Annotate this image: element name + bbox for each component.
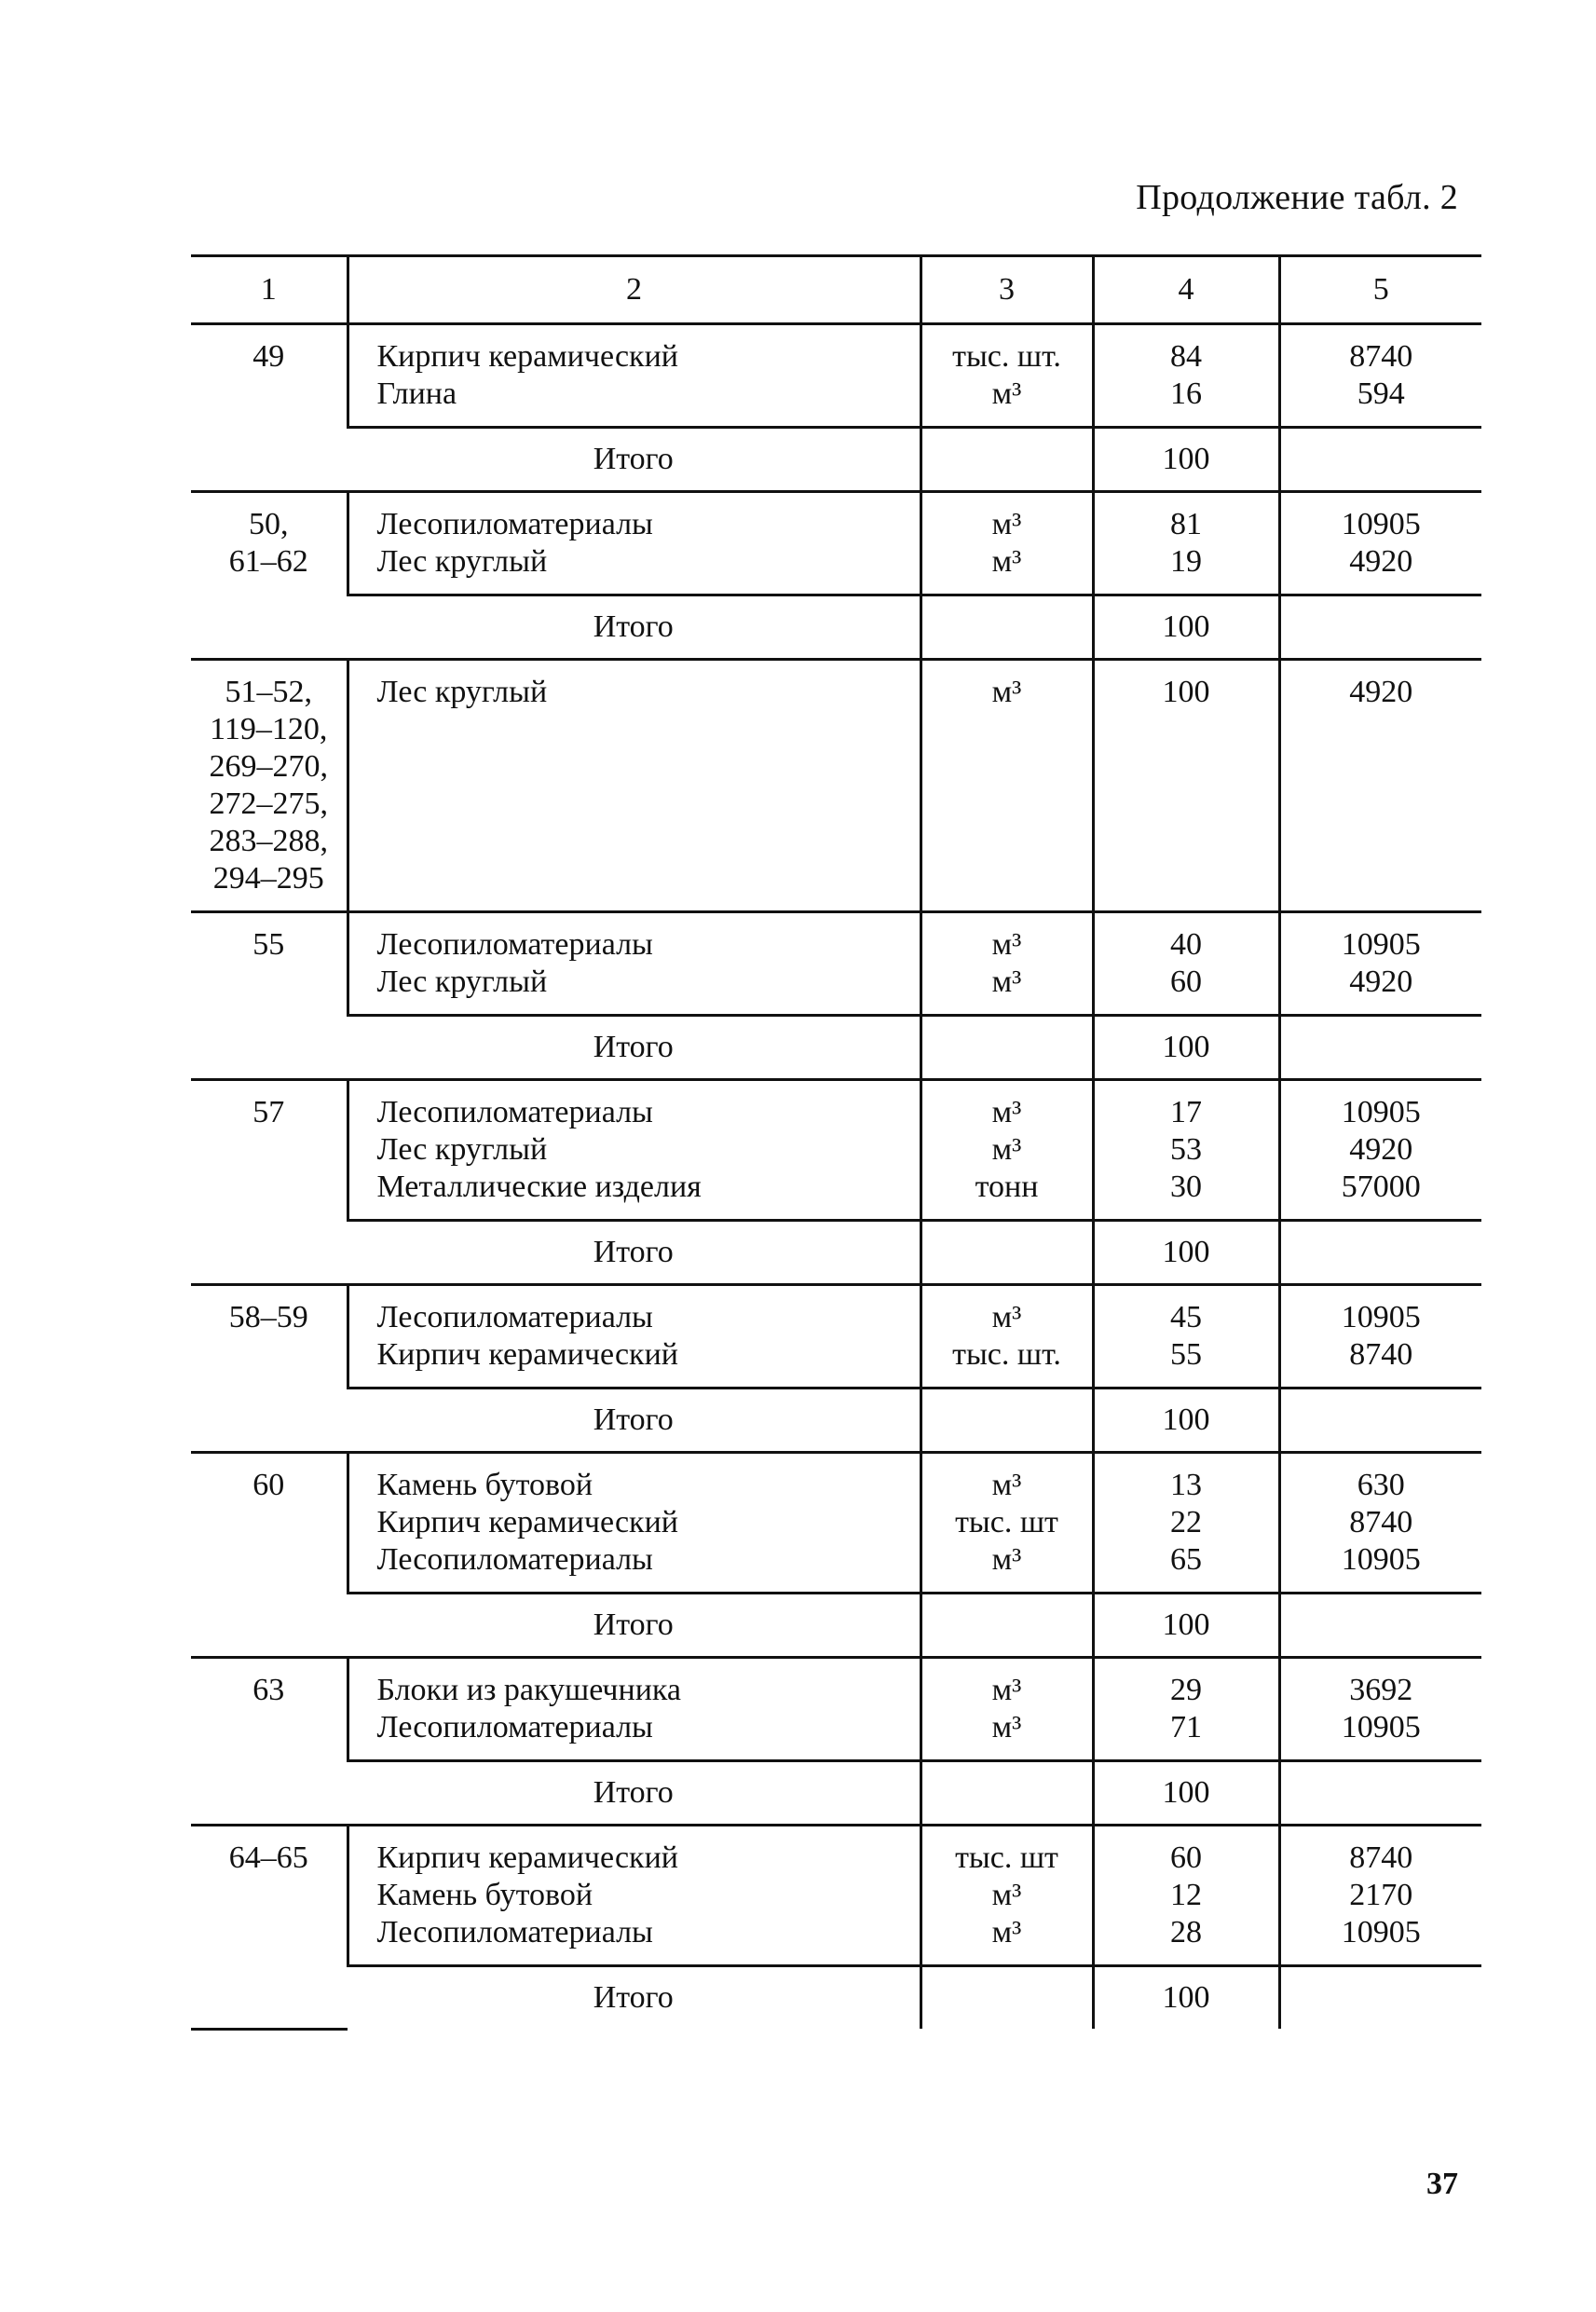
total-unit-cell — [921, 595, 1093, 660]
page-number: 37 — [1426, 2167, 1458, 2201]
position-number: 60 — [252, 1468, 285, 1502]
pct-cell — [1093, 660, 1279, 912]
share-percent: 13 — [1170, 1468, 1202, 1502]
total-row — [191, 1221, 1481, 1285]
table-row — [191, 1285, 1481, 1389]
unit-cost: 630 — [1357, 1468, 1405, 1502]
name-cell — [348, 324, 921, 428]
unit-value: тыс. шт — [955, 1840, 1058, 1875]
material-name: Лесопиломатериалы — [376, 1300, 653, 1334]
position-numbers — [191, 1285, 348, 1453]
share-percent: 71 — [1170, 1710, 1202, 1744]
position-numbers — [191, 912, 348, 1080]
share-percent: 55 — [1170, 1337, 1202, 1372]
pct-cell — [1093, 1453, 1279, 1594]
unit-value: тонн — [975, 1170, 1039, 1204]
unit-value: м³ — [991, 1915, 1022, 1949]
unit-cell — [921, 1285, 1093, 1389]
unit-cost: 4920 — [1349, 675, 1413, 709]
cost-cell — [1279, 324, 1481, 428]
position-number: 51–52, — [225, 675, 312, 709]
unit-cost: 594 — [1357, 376, 1405, 411]
material-name: Лесопиломатериалы — [376, 1915, 653, 1949]
pct-cell — [1093, 1826, 1279, 1966]
material-name: Камень бутовой — [376, 1878, 593, 1912]
unit-cell — [921, 660, 1093, 912]
position-number: 294–295 — [212, 861, 324, 896]
pct-cell — [1093, 1658, 1279, 1761]
total-label: Итого — [593, 1980, 674, 2015]
unit-cell — [921, 492, 1093, 595]
materials-table — [191, 254, 1481, 2031]
name-cell — [348, 492, 921, 595]
position-numbers — [191, 1453, 348, 1658]
unit-value: м³ — [991, 1542, 1022, 1577]
total-row — [191, 595, 1481, 660]
position-number: 57 — [252, 1095, 285, 1129]
material-name: Камень бутовой — [376, 1468, 593, 1502]
unit-value: тыс. шт. — [952, 1337, 1061, 1372]
total-label: Итого — [348, 1594, 921, 1658]
unit-value: м³ — [991, 507, 1022, 541]
name-cell — [348, 1453, 921, 1594]
share-percent: 53 — [1170, 1132, 1202, 1167]
total-cost-cell — [1279, 595, 1481, 660]
total-value: 100 — [1093, 1016, 1279, 1080]
position-number: 119–120, — [210, 712, 328, 746]
material-name: Кирпич керамический — [376, 1337, 678, 1372]
share-percent: 30 — [1170, 1170, 1202, 1204]
unit-cost: 2170 — [1349, 1878, 1413, 1912]
total-cost-cell — [1279, 1221, 1481, 1285]
share-percent: 100 — [1162, 675, 1210, 709]
unit-value: м³ — [991, 927, 1022, 962]
share-percent: 60 — [1170, 1840, 1202, 1875]
share-percent: 16 — [1170, 376, 1202, 411]
total-value: 100 — [1093, 428, 1279, 492]
total-row — [191, 1389, 1481, 1453]
share-percent: 28 — [1170, 1915, 1202, 1949]
total-cost-cell — [1279, 1594, 1481, 1658]
name-cell — [348, 1658, 921, 1761]
total-cost-cell — [1279, 1016, 1481, 1080]
material-name: Глина — [376, 376, 457, 411]
table-row — [191, 324, 1481, 428]
name-cell — [348, 660, 921, 912]
position-number: 63 — [252, 1673, 285, 1707]
unit-value: м³ — [991, 1710, 1022, 1744]
material-name: Блоки из ракушечника — [376, 1673, 682, 1707]
name-cell — [348, 912, 921, 1016]
position-numbers — [191, 1826, 348, 2030]
unit-value: м³ — [991, 376, 1022, 411]
unit-cost: 10905 — [1341, 927, 1421, 962]
material-name: Лесопиломатериалы — [376, 1542, 653, 1577]
table-caption: Продолжение табл. 2 — [1136, 178, 1458, 217]
unit-cell — [921, 324, 1093, 428]
table-row — [191, 912, 1481, 1016]
cost-cell — [1279, 492, 1481, 595]
material-name: Лесопиломатериалы — [376, 1095, 653, 1129]
total-cost-cell — [1279, 428, 1481, 492]
position-number: 269–270, — [209, 749, 328, 784]
unit-cost: 57000 — [1341, 1170, 1421, 1204]
name-cell — [348, 1080, 921, 1221]
total-label: Итого — [348, 1016, 921, 1080]
position-number: 58–59 — [228, 1300, 308, 1334]
position-numbers — [191, 660, 348, 912]
material-name: Лес круглый — [376, 964, 548, 999]
total-label: Итого — [348, 1389, 921, 1453]
unit-cell — [921, 912, 1093, 1016]
cost-cell — [1279, 1285, 1481, 1389]
position-number: 49 — [252, 339, 285, 374]
unit-cost: 10905 — [1341, 1095, 1421, 1129]
total-row — [191, 1966, 1481, 2030]
unit-cost: 4920 — [1349, 964, 1413, 999]
total-row — [191, 1016, 1481, 1080]
unit-cell — [921, 1826, 1093, 1966]
total-value: 100 — [1093, 1966, 1279, 2030]
material-name: Металлические изделия — [376, 1170, 702, 1204]
pct-cell — [1093, 492, 1279, 595]
pct-cell — [1093, 1285, 1279, 1389]
unit-value: м³ — [991, 1300, 1022, 1334]
cost-cell — [1279, 1826, 1481, 1966]
table-row — [191, 660, 1481, 912]
material-name: Кирпич керамический — [376, 339, 678, 374]
share-percent: 12 — [1170, 1878, 1202, 1912]
name-cell — [348, 1826, 921, 1966]
table-row — [191, 1826, 1481, 1966]
material-name: Лесопиломатериалы — [376, 1710, 653, 1744]
total-unit-cell — [921, 428, 1093, 492]
unit-value: м³ — [991, 1673, 1022, 1707]
share-percent: 40 — [1170, 927, 1202, 962]
position-number: 50, — [249, 507, 289, 541]
total-label: Итого — [348, 1761, 921, 1826]
total-row — [191, 1594, 1481, 1658]
position-number: 64–65 — [228, 1840, 308, 1875]
table-row — [191, 1658, 1481, 1761]
unit-cost: 10905 — [1341, 507, 1421, 541]
position-number: 61–62 — [228, 544, 308, 579]
share-percent: 17 — [1170, 1095, 1202, 1129]
total-unit-cell — [921, 1761, 1093, 1826]
unit-value: тыс. шт. — [952, 339, 1061, 374]
total-unit-cell — [921, 1594, 1093, 1658]
share-percent: 60 — [1170, 964, 1202, 999]
unit-value: м³ — [991, 964, 1022, 999]
unit-cell — [921, 1080, 1093, 1221]
table-row — [191, 1453, 1481, 1594]
position-numbers — [191, 1080, 348, 1285]
share-percent: 19 — [1170, 544, 1202, 579]
total-label: Итого — [348, 428, 921, 492]
material-name: Лесопиломатериалы — [376, 927, 653, 962]
pct-cell — [1093, 1080, 1279, 1221]
column-header-1: 1 — [191, 256, 348, 324]
share-percent: 81 — [1170, 507, 1202, 541]
total-value: 100 — [1093, 1221, 1279, 1285]
header-row — [191, 256, 1481, 324]
table-row — [191, 1080, 1481, 1221]
material-name: Лес круглый — [376, 544, 548, 579]
material-name: Лес круглый — [376, 1132, 548, 1167]
unit-cost: 8740 — [1349, 339, 1413, 374]
total-unit-cell — [921, 1016, 1093, 1080]
unit-cost: 10905 — [1341, 1542, 1421, 1577]
name-cell — [348, 1285, 921, 1389]
material-name: Кирпич керамический — [376, 1505, 678, 1539]
total-row — [191, 1761, 1481, 1826]
share-percent: 45 — [1170, 1300, 1202, 1334]
share-percent: 84 — [1170, 339, 1202, 374]
total-value: 100 — [1093, 1389, 1279, 1453]
position-number: 283–288, — [209, 824, 328, 858]
pct-cell — [1093, 324, 1279, 428]
material-name: Кирпич керамический — [376, 1840, 678, 1875]
total-unit-cell — [921, 1966, 1093, 2030]
total-cost-cell — [1279, 1761, 1481, 1826]
unit-value: м³ — [991, 1878, 1022, 1912]
unit-cost: 4920 — [1349, 1132, 1413, 1167]
total-label: Итого — [348, 1221, 921, 1285]
column-header-2: 2 — [348, 256, 921, 324]
cost-cell — [1279, 1453, 1481, 1594]
material-name: Лес круглый — [376, 675, 548, 709]
unit-cost: 8740 — [1349, 1840, 1413, 1875]
total-value: 100 — [1093, 595, 1279, 660]
unit-value: м³ — [991, 1132, 1022, 1167]
cost-cell — [1279, 1658, 1481, 1761]
position-numbers — [191, 324, 348, 492]
share-percent: 22 — [1170, 1505, 1202, 1539]
total-value: 100 — [1093, 1761, 1279, 1826]
cost-cell — [1279, 912, 1481, 1016]
total-label: Итого — [348, 595, 921, 660]
unit-cost: 3692 — [1349, 1673, 1413, 1707]
position-number: 272–275, — [209, 787, 328, 821]
cost-cell — [1279, 660, 1481, 912]
unit-value: м³ — [991, 675, 1022, 709]
unit-cost: 10905 — [1341, 1710, 1421, 1744]
total-value: 100 — [1093, 1594, 1279, 1658]
total-row — [191, 428, 1481, 492]
share-percent: 65 — [1170, 1542, 1202, 1577]
unit-cell — [921, 1453, 1093, 1594]
unit-cell — [921, 1658, 1093, 1761]
table-row — [191, 492, 1481, 595]
column-header-4: 4 — [1093, 256, 1279, 324]
unit-value: тыс. шт — [955, 1505, 1058, 1539]
unit-value: м³ — [991, 1468, 1022, 1502]
cost-cell — [1279, 1080, 1481, 1221]
position-numbers — [191, 1658, 348, 1826]
total-cost-cell — [1279, 1966, 1481, 2030]
unit-cost: 8740 — [1349, 1337, 1413, 1372]
unit-cost: 10905 — [1341, 1915, 1421, 1949]
position-number: 55 — [252, 927, 285, 962]
total-unit-cell — [921, 1221, 1093, 1285]
unit-value: м³ — [991, 1095, 1022, 1129]
position-numbers — [191, 492, 348, 660]
total-unit-cell — [921, 1389, 1093, 1453]
total-cost-cell — [1279, 1389, 1481, 1453]
unit-cost: 8740 — [1349, 1505, 1413, 1539]
share-percent: 29 — [1170, 1673, 1202, 1707]
pct-cell — [1093, 912, 1279, 1016]
unit-cost: 10905 — [1341, 1300, 1421, 1334]
column-header-5: 5 — [1279, 256, 1481, 324]
material-name: Лесопиломатериалы — [376, 507, 653, 541]
unit-cost: 4920 — [1349, 544, 1413, 579]
unit-value: м³ — [991, 544, 1022, 579]
column-header-3: 3 — [921, 256, 1093, 324]
